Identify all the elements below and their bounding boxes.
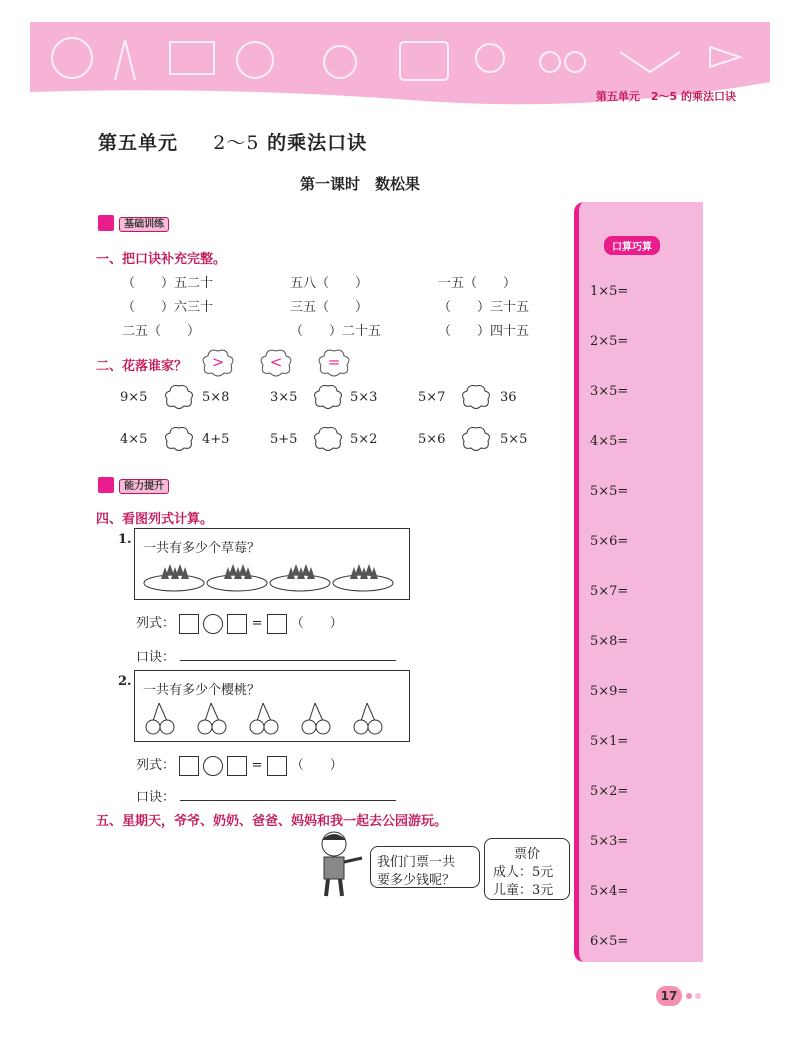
book-icon: [98, 215, 114, 231]
flower-greater: [200, 348, 236, 378]
title-topic: 的乘法口诀: [267, 132, 368, 154]
formula-label: 列式：: [136, 758, 176, 773]
q2-r0b-left: 3×5: [270, 390, 298, 405]
mental-math-item[interactable]: 5×1=: [590, 734, 629, 749]
blank-flower-icon[interactable]: [163, 426, 195, 452]
operator-circle[interactable]: [203, 756, 223, 776]
trophy-icon: [98, 477, 114, 493]
q4-item1-number: 1.: [118, 532, 132, 547]
answer-box[interactable]: [227, 614, 247, 634]
mental-math-item[interactable]: 6×5=: [590, 934, 629, 949]
boy-figure-icon: [312, 830, 368, 900]
blank-flower-icon[interactable]: [460, 426, 492, 452]
basic-training-label: 基础训练: [119, 217, 169, 232]
speech-line-2: 要多少钱呢？: [377, 873, 456, 888]
rhyme-answer-line[interactable]: [180, 660, 396, 661]
equals-sign: =: [251, 616, 263, 631]
q4-item2-formula: [136, 754, 343, 776]
header-banner-text: 第五单元 2～5 的乘法口诀: [595, 90, 736, 103]
q2-r1c-left: 5×6: [418, 432, 446, 447]
blank-flower-icon[interactable]: [163, 384, 195, 410]
mental-math-item[interactable]: 5×5=: [590, 484, 629, 499]
q1-r2c2: （ ）四十五: [438, 324, 530, 339]
q2-r0c-left: 5×7: [418, 390, 446, 405]
symbol-equal: =: [327, 353, 341, 371]
rhyme-answer-line[interactable]: [180, 800, 396, 801]
flower-less: [258, 348, 294, 378]
equals-sign: =: [251, 758, 263, 773]
q1-title: 一、把口诀补充完整。: [96, 252, 227, 267]
q4-item2-question: 一共有多少个樱桃？: [143, 683, 261, 698]
flower-equal: [316, 348, 352, 378]
q2-r1c-right: 5×5: [500, 432, 528, 447]
basic-training-tag: [98, 212, 169, 231]
operator-circle[interactable]: [203, 614, 223, 634]
q4-item1-rhyme-label: 口诀：: [136, 650, 176, 665]
unit-paren[interactable]: （ ）: [290, 616, 343, 631]
q4-item1-box: [134, 528, 410, 600]
blank-flower-icon[interactable]: [312, 384, 344, 410]
mental-math-item[interactable]: 5×6=: [590, 534, 629, 549]
q1-r0c0: （ ）五二十: [122, 276, 214, 291]
q4-item1-formula: [136, 612, 343, 634]
improve-label: 能力提升: [119, 479, 169, 494]
dot-decoration: [686, 993, 692, 999]
unit-paren[interactable]: （ ）: [290, 758, 343, 773]
page-title: [98, 128, 367, 155]
mental-math-item[interactable]: 1×5=: [590, 284, 629, 299]
q1-r1c0: （ ）六三十: [122, 300, 214, 315]
q1-r0c2: 一五（ ）: [438, 276, 517, 291]
q4-title: 四、看图列式计算。: [96, 512, 214, 527]
q2-r0c-right: 36: [500, 390, 517, 405]
mental-math-tag: 口算巧算: [604, 236, 660, 255]
q2-r1a-left: 4×5: [120, 432, 148, 447]
ticket-title: 票价: [513, 847, 540, 862]
mental-math-item[interactable]: 3×5=: [590, 384, 629, 399]
mental-math-item[interactable]: 4×5=: [590, 434, 629, 449]
formula-label: 列式：: [136, 616, 176, 631]
mental-math-item[interactable]: 5×2=: [590, 784, 629, 799]
q1-r0c1: 五八（ ）: [290, 276, 369, 291]
symbol-greater: >: [211, 353, 225, 371]
q4-item1-question: 一共有多少个草莓？: [143, 541, 261, 556]
q4-item2-box: [134, 670, 410, 742]
mental-math-item[interactable]: 2×5=: [590, 334, 629, 349]
q2-r0b-right: 5×3: [350, 390, 378, 405]
mental-math-item[interactable]: 5×9=: [590, 684, 629, 699]
q2-r0a-left: 9×5: [120, 390, 148, 405]
q1-r2c0: 二五（ ）: [122, 324, 201, 339]
mental-math-item[interactable]: 5×7=: [590, 584, 629, 599]
answer-box[interactable]: [267, 756, 287, 776]
strawberry-plates-icon: [141, 561, 403, 593]
q4-item2-rhyme-label: 口诀：: [136, 790, 176, 805]
ticket-price-card: [484, 838, 570, 900]
q1-r1c2: （ ）三十五: [438, 300, 530, 315]
mental-math-item[interactable]: 5×4=: [590, 884, 629, 899]
q4-item2-number: 2.: [118, 674, 132, 689]
speech-bubble: [370, 846, 480, 888]
ticket-adult: 成人：5元: [493, 865, 554, 880]
improve-tag: [98, 474, 169, 493]
speech-line-1: 我们门票一共: [377, 855, 456, 870]
blank-flower-icon[interactable]: [460, 384, 492, 410]
lesson-title: 第一课时 数松果: [300, 175, 421, 193]
q2-r1b-left: 5+5: [270, 432, 298, 447]
q2-title: 二、花落谁家？: [96, 359, 188, 374]
answer-box[interactable]: [179, 756, 199, 776]
q2-r0a-right: 5×8: [202, 390, 230, 405]
page-number: 17: [656, 986, 682, 1006]
title-unit: 第五单元: [98, 132, 179, 154]
symbol-less: <: [269, 353, 283, 371]
ticket-child: 儿童：3元: [493, 883, 554, 898]
answer-box[interactable]: [267, 614, 287, 634]
cherries-icon: [141, 699, 403, 737]
mental-math-item[interactable]: 5×3=: [590, 834, 629, 849]
answer-box[interactable]: [227, 756, 247, 776]
q2-r1a-right: 4+5: [202, 432, 230, 447]
q1-r2c1: （ ）二十五: [290, 324, 382, 339]
blank-flower-icon[interactable]: [312, 426, 344, 452]
q5-title: 五、星期天，爷爷、奶奶、爸爸、妈妈和我一起去公园游玩。: [96, 814, 448, 829]
dot-decoration: [695, 993, 701, 999]
answer-box[interactable]: [179, 614, 199, 634]
q2-r1b-right: 5×2: [350, 432, 378, 447]
q1-r1c1: 三五（ ）: [290, 300, 369, 315]
mental-math-item[interactable]: 5×8=: [590, 634, 629, 649]
title-range: 2～5: [213, 132, 260, 154]
